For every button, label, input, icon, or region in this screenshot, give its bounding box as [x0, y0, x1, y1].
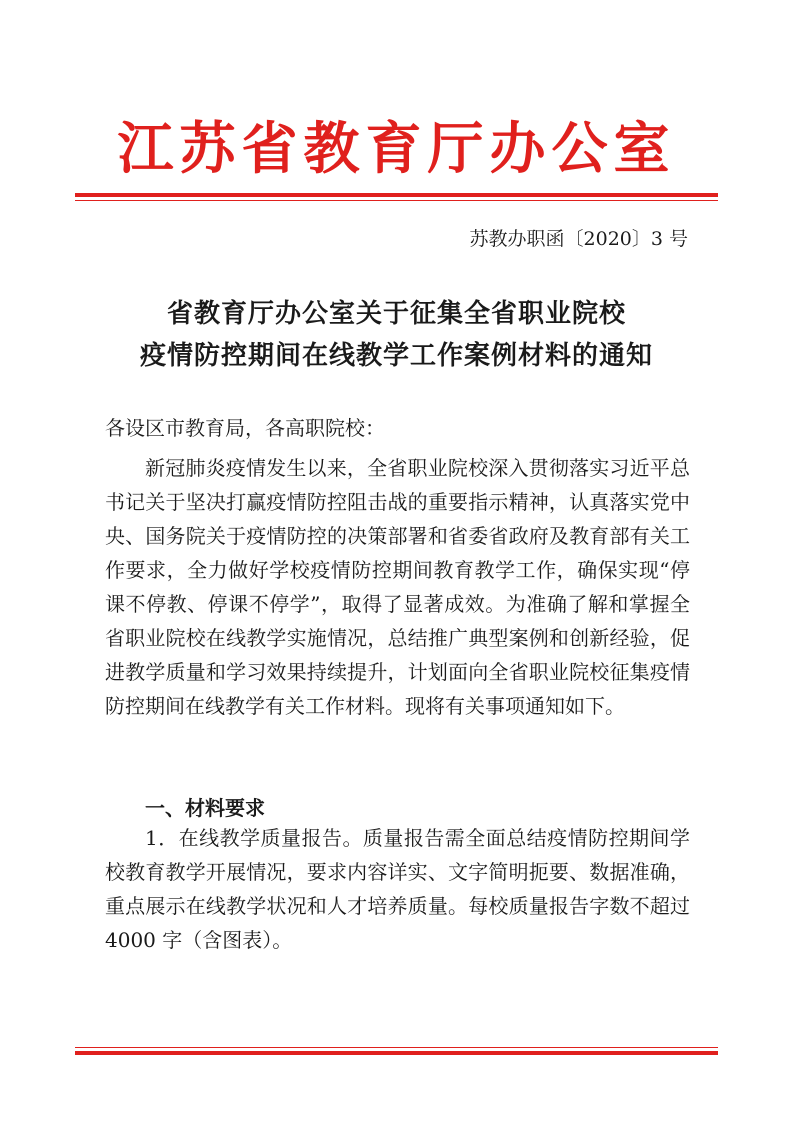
addressee: 各设区市教育局，各高职院校：	[105, 416, 385, 440]
issuing-office-name: 江苏省教育厅办公室	[117, 116, 676, 182]
body-paragraph-item-1: 1．在线教学质量报告。质量报告需全面总结疫情防控期间学校教育教学开展情况，要求内容详实、文字简明扼要、数据准确，重点展示在线教学状况和人才培养质量。每校质量报告字数不超过 4000 字（含图表）。	[105, 826, 690, 952]
footer-divider-thin	[75, 1047, 718, 1048]
document-number: 苏教办职函〔2020〕3 号	[469, 228, 688, 250]
footer-divider-thick	[75, 1051, 718, 1055]
body-paragraph-intro: 新冠肺炎疫情发生以来，全省职业院校深入贯彻落实习近平总书记关于坚决打赢疫情防控阻击战的重要指示精神，认真落实党中央、国务院关于疫情防控的决策部署和省委省政府及教育部有关工作要求，全力做好学校疫情防控期间教育教学工作，确保实现“停课不停教、停课不停学”，取得了显著成效。为准确了解和掌握全省职业院校在线教学实施情况，总结推广典型案例和创新经验，促进教学质量和学习效果持续提升，计划面向全省职业院校征集疫情防控期间在线教学有关工作材料。现将有关事项通知如下。	[105, 456, 690, 718]
document-title-line-2: 疫情防控期间在线教学工作案例材料的通知	[139, 341, 653, 371]
section-heading-materials: 一、材料要求	[145, 796, 265, 820]
document-title-line-1: 省教育厅办公室关于征集全省职业院校	[166, 299, 626, 329]
header-divider-thick	[75, 193, 718, 197]
header-divider-thin	[75, 200, 718, 201]
